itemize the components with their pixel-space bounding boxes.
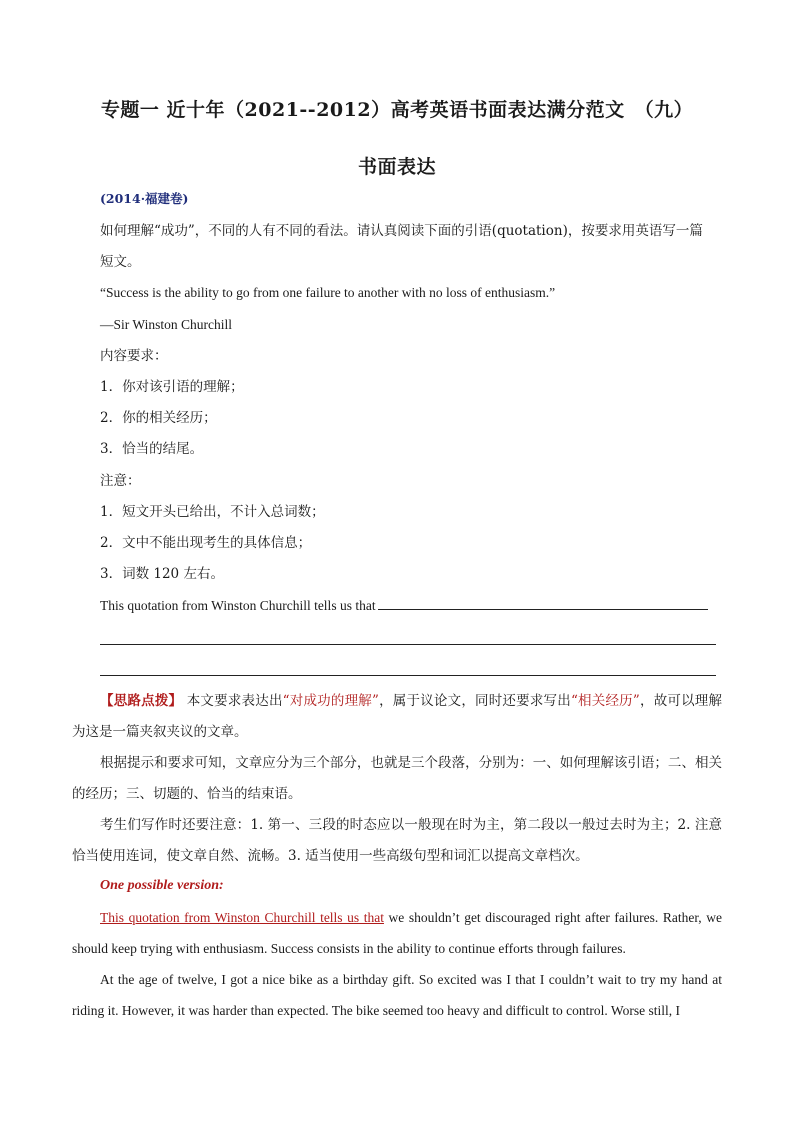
content-requirements-label: 内容要求： — [100, 348, 168, 364]
content-requirement-2: 2．你的相关经历； — [100, 410, 217, 426]
notes-label: 注意： — [100, 473, 141, 489]
answer-line-2 — [100, 644, 716, 645]
analysis-paragraph-1: 【思路点拨】 本文要求表达出“对成功的理解”，属于议论文，同时还要求写出“相关经历”，故可以理解为这是一篇夹叙夹议的文章。 — [72, 693, 723, 740]
exam-source: (2014·福建卷) — [100, 191, 189, 206]
content-requirement-3: 3．恰当的结尾。 — [100, 441, 204, 457]
sample-paragraph-1: This quotation from Winston Churchill tells us that we shouldn’t get discouraged right after failures. Rather, we should keep trying with enthusiasm. Success consists in the ability to continue efforts through failures. — [72, 910, 722, 956]
content-requirement-1: 1．你对该引语的理解； — [100, 379, 244, 395]
answer-blank — [378, 595, 708, 610]
quotation-author: —Sir Winston Churchill — [100, 317, 232, 332]
sample-paragraph-2: At the age of twelve, I got a nice bike as a birthday gift. So excited was I that I couldn’t wait to try my hand at riding it. However, it was harder than expected. The bike seemed too heavy and difficult to control. Worse still, I — [72, 972, 722, 1018]
analysis-paragraph-2: 根据提示和要求可知，文章应分为三个部分，也就是三个段落，分别为：一、如何理解该引语；二、相关的经历；三、切题的、恰当的结束语。 — [72, 755, 722, 802]
task-intro-line2: 短文。 — [100, 254, 141, 270]
answer-line-3 — [100, 675, 716, 676]
note-1: 1．短文开头已给出，不计入总词数； — [100, 504, 325, 520]
note-3: 3．词数 120 左右。 — [100, 566, 224, 582]
analysis-label: 【思路点拨】 — [100, 693, 183, 709]
answer-starter — [100, 595, 720, 616]
sample-starter: This quotation from Winston Churchill tells us that — [100, 910, 384, 925]
task-intro-line1: 如何理解“成功”，不同的人有不同的看法。请认真阅读下面的引语(quotation)，按要求用英语写一篇 — [100, 223, 703, 239]
note-2: 2．文中不能出现考生的具体信息； — [100, 535, 312, 551]
answer-starter-text: This quotation from Winston Churchill tells us that — [100, 598, 376, 613]
quotation: “Success is the ability to go from one failure to another with no loss of enthusiasm.” — [100, 285, 556, 300]
highlight-experience: “相关经历” — [570, 693, 640, 709]
page-title: 专题一 近十年（2021--2012）高考英语书面表达满分范文 （九） — [100, 99, 694, 121]
sample-label: One possible version: — [100, 878, 224, 893]
section-title: 书面表达 — [357, 156, 436, 178]
analysis-paragraph-3: 考生们写作时还要注意：1. 第一、三段的时态应以一般现在时为主，第二段以一般过去时为主；2. 注意恰当使用连词，使文章自然、流畅。3. 适当使用一些高级句型和词汇以提高文章档次。 — [72, 817, 722, 864]
highlight-understanding: “对成功的理解” — [282, 693, 379, 709]
